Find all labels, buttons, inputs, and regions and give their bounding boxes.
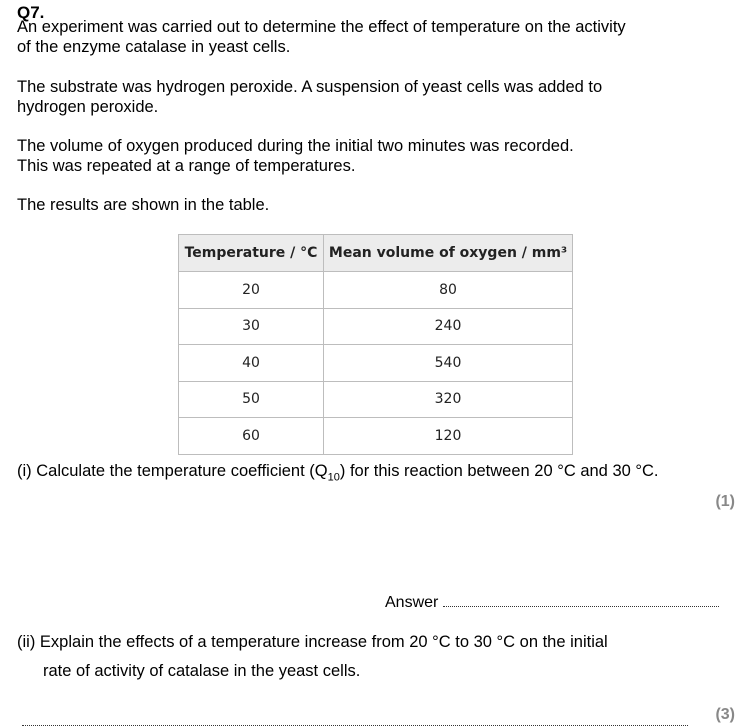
intro-line: The results are shown in the table. (17, 196, 270, 214)
table-row (179, 308, 573, 345)
table-header-row (179, 235, 573, 272)
intro-paragraph-3 (17, 136, 732, 176)
intro-line: hydrogen peroxide. (17, 98, 159, 116)
oxygen-volume-cell: 240 (324, 308, 573, 345)
oxygen-volume-cell: 540 (324, 345, 573, 382)
intro-paragraph-2 (17, 77, 732, 117)
oxygen-volume-cell: 320 (324, 381, 573, 418)
part-ii-question-line-2: rate of activity of catalase in the yeast cells. (43, 662, 361, 680)
part-i-marks: (1) (715, 493, 735, 510)
part-i-label: (i) (17, 462, 32, 480)
temperature-cell: 60 (179, 418, 324, 455)
header-temperature: Temperature / °C (179, 235, 324, 272)
intro-line: of the enzyme catalase in yeast cells. (17, 38, 291, 56)
oxygen-volume-cell: 80 (324, 272, 573, 309)
intro-line: The substrate was hydrogen peroxide. A suspension of yeast cells was added to (17, 78, 603, 96)
table-row (179, 345, 573, 382)
part-ii-question-line-1 (17, 633, 608, 652)
intro-paragraph-4 (17, 195, 732, 215)
intro-line: This was repeated at a range of temperatures. (17, 157, 356, 175)
part-i-subscript: 10 (327, 471, 340, 484)
part-ii-label: (ii) (17, 633, 36, 651)
part-ii-answer-line[interactable] (22, 715, 688, 726)
answer-input-line[interactable] (443, 596, 719, 607)
question-number: Q7. (17, 3, 45, 22)
answer-line (385, 594, 719, 612)
table-row (179, 418, 573, 455)
oxygen-volume-cell: 120 (324, 418, 573, 455)
temperature-cell: 30 (179, 308, 324, 345)
table-row (179, 272, 573, 309)
part-i-question (17, 461, 732, 487)
part-ii-marks: (3) (715, 706, 735, 723)
header-oxygen-volume: Mean volume of oxygen / mm³ (324, 235, 573, 272)
part-ii-line-1: Explain the effects of a temperature increase from 20 °C to 30 °C on the initial (39, 633, 608, 651)
temperature-cell: 40 (179, 345, 324, 382)
part-i-text-before: Calculate the temperature coefficient (Q (36, 462, 328, 480)
temperature-cell: 20 (179, 272, 324, 309)
results-table (178, 234, 573, 455)
intro-line: The volume of oxygen produced during the initial two minutes was recorded. (17, 137, 574, 155)
answer-label: Answer (385, 594, 439, 611)
table-row (179, 381, 573, 418)
part-i-text-after: ) for this reaction between 20 °C and 30 °C. (339, 462, 659, 480)
temperature-cell: 50 (179, 381, 324, 418)
intro-line: An experiment was carried out to determine the effect of temperature on the activity (17, 18, 626, 36)
intro-paragraph-1 (17, 17, 732, 57)
